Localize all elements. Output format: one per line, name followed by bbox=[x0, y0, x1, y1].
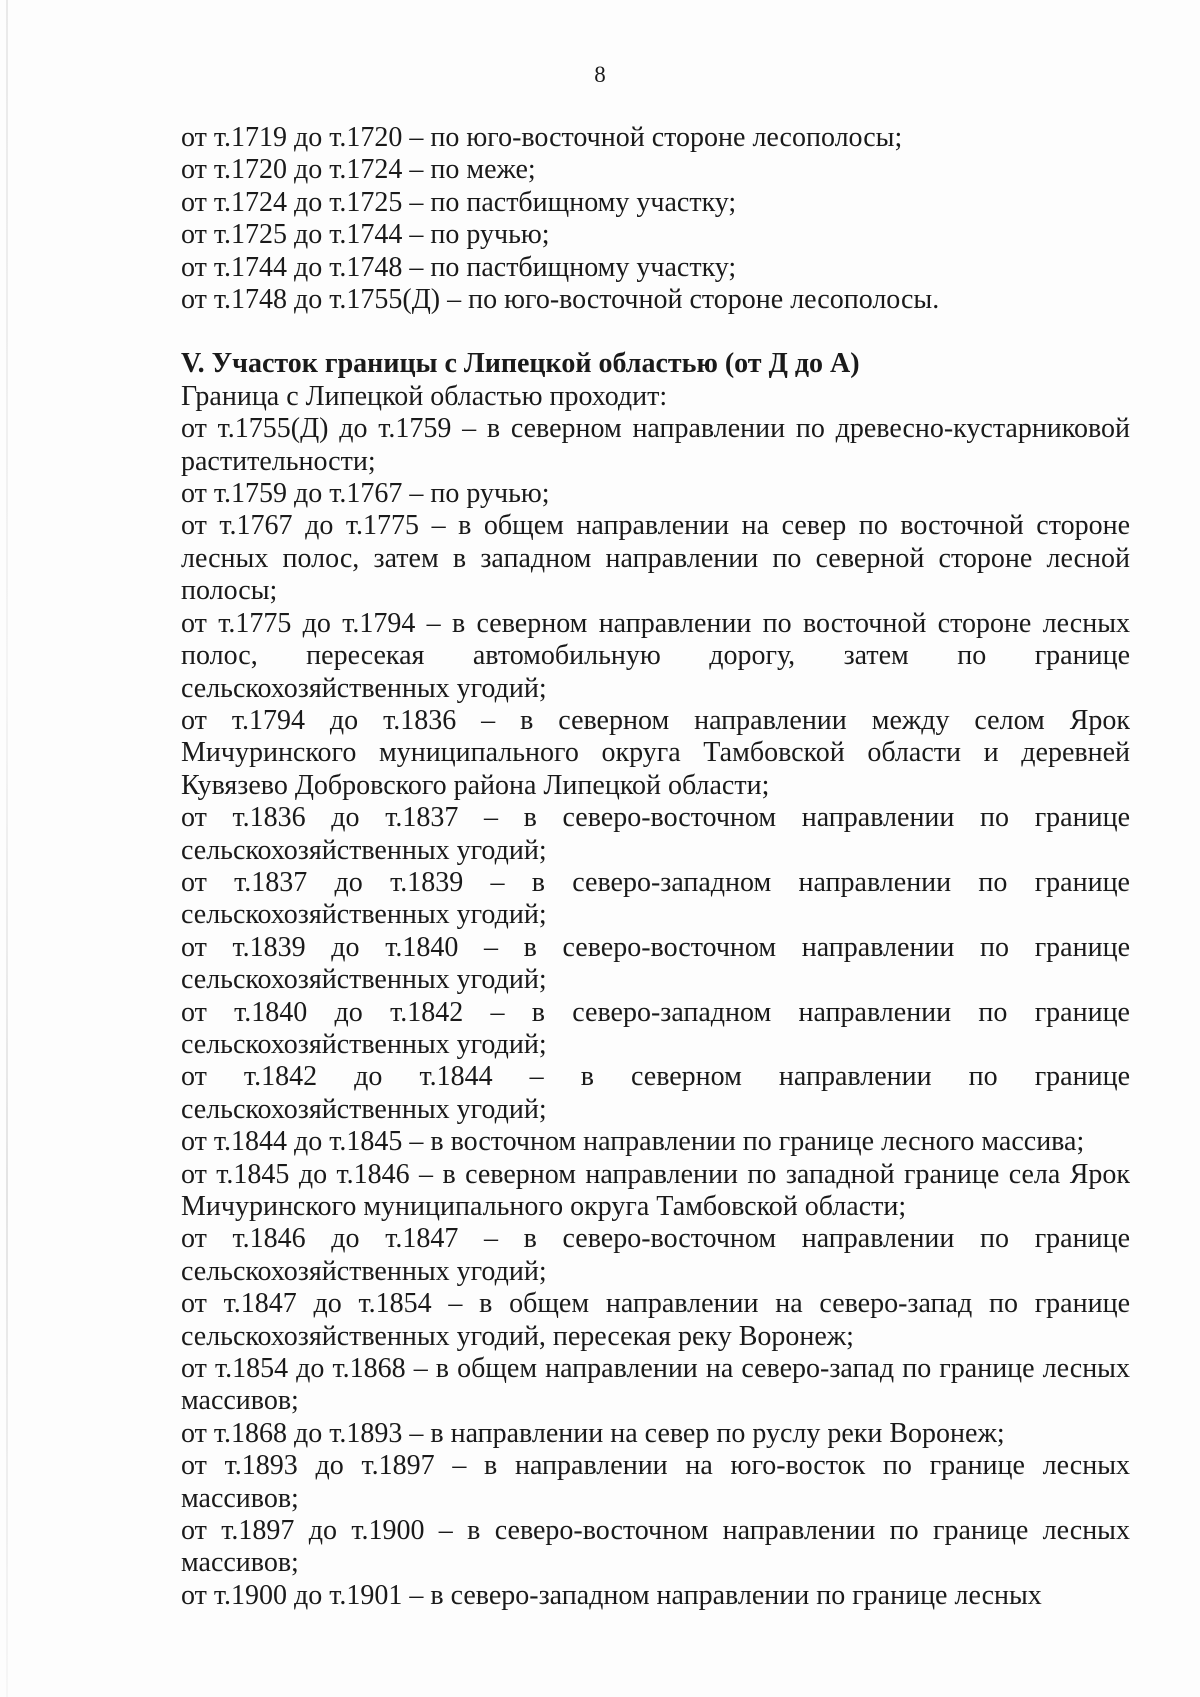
route-paragraph: от т.1842 до т.1844 – в северном направлении по границе сельскохозяйственных угодий; bbox=[181, 1061, 1130, 1125]
section-intro: Граница с Липецкой областью проходит: bbox=[181, 380, 668, 412]
route-paragraph: от т.1767 до т.1775 – в общем направлении на север по восточной стороне лесных полос, затем в западном направлении по северной стороне лесной полосы; bbox=[181, 510, 1130, 607]
route-paragraph: от т.1845 до т.1846 – в северном направлении по западной границе села Ярок Мичуринского муниципального округа Тамбовской области; bbox=[181, 1158, 1130, 1222]
scan-edge-shadow bbox=[6, 0, 8, 1697]
route-paragraph: от т.1846 до т.1847 – в северо-восточном направлении по границе сельскохозяйственных угодий; bbox=[181, 1223, 1130, 1287]
route-paragraph: от т.1836 до т.1837 – в северо-восточном направлении по границе сельскохозяйственных угодий; bbox=[181, 802, 1130, 866]
route-paragraph: от т.1839 до т.1840 – в северо-восточном направлении по границе сельскохозяйственных угодий; bbox=[181, 931, 1130, 996]
route-paragraph: от т.1893 до т.1897 – в направлении на юго-восток по границе лесных массивов; bbox=[181, 1450, 1130, 1514]
page-number: 8 bbox=[594, 62, 606, 87]
route-paragraph: от т.1844 до т.1845 – в восточном направлении по границе лесного массива; bbox=[181, 1126, 1085, 1158]
document-body bbox=[181, 122, 1130, 1612]
route-paragraph: от т.1868 до т.1893 – в направлении на север по руслу реки Воронеж; bbox=[181, 1417, 1005, 1449]
route-paragraph: от т.1847 до т.1854 – в общем направлении на северо-запад по границе сельскохозяйственных угодий, пересекая реку Воронеж; bbox=[181, 1288, 1130, 1352]
route-paragraph: от т.1900 до т.1901 – в северо-западном направлении по границе лесных bbox=[181, 1579, 1042, 1611]
route-line: от т.1748 до т.1755(Д) – по юго-восточной стороне лесополосы. bbox=[181, 284, 940, 316]
route-paragraph: от т.1775 до т.1794 – в северном направлении по восточной стороне лесных полос, пересекая автомобильную дорогу, затем по границе сельскохозяйственных угодий; bbox=[181, 607, 1130, 704]
route-line: от т.1720 до т.1724 – по меже; bbox=[181, 154, 536, 186]
section-gap bbox=[181, 316, 1130, 348]
route-paragraph: от т.1897 до т.1900 – в северо-восточном направлении по границе лесных массивов; bbox=[181, 1515, 1130, 1579]
route-line: от т.1744 до т.1748 – по пастбищному участку; bbox=[181, 251, 737, 283]
route-paragraph: от т.1840 до т.1842 – в северо-западном направлении по границе сельскохозяйственных угодий; bbox=[181, 996, 1130, 1060]
route-line: от т.1719 до т.1720 – по юго-восточной стороне лесополосы; bbox=[181, 122, 903, 153]
route-paragraph: от т.1794 до т.1836 – в северном направлении между селом Ярок Мичуринского муниципального округа Тамбовской области и деревней Кувязево Добровского района Липецкой области; bbox=[181, 704, 1130, 801]
route-paragraph: от т.1854 до т.1868 – в общем направлении на северо-запад по границе лесных массивов; bbox=[181, 1353, 1130, 1417]
route-paragraph: от т.1837 до т.1839 – в северо-западном направлении по границе сельскохозяйственных угодий; bbox=[181, 866, 1130, 931]
section-heading: V. Участок границы с Липецкой областью (от Д до А) bbox=[181, 348, 860, 380]
route-line: от т.1725 до т.1744 – по ручью; bbox=[181, 219, 550, 251]
route-paragraph: от т.1759 до т.1767 – по ручью; bbox=[181, 478, 550, 510]
route-line: от т.1724 до т.1725 – по пастбищному участку; bbox=[181, 186, 737, 218]
route-paragraph: от т.1755(Д) до т.1759 – в северном направлении по древесно-кустарниковой растительности; bbox=[181, 413, 1130, 477]
